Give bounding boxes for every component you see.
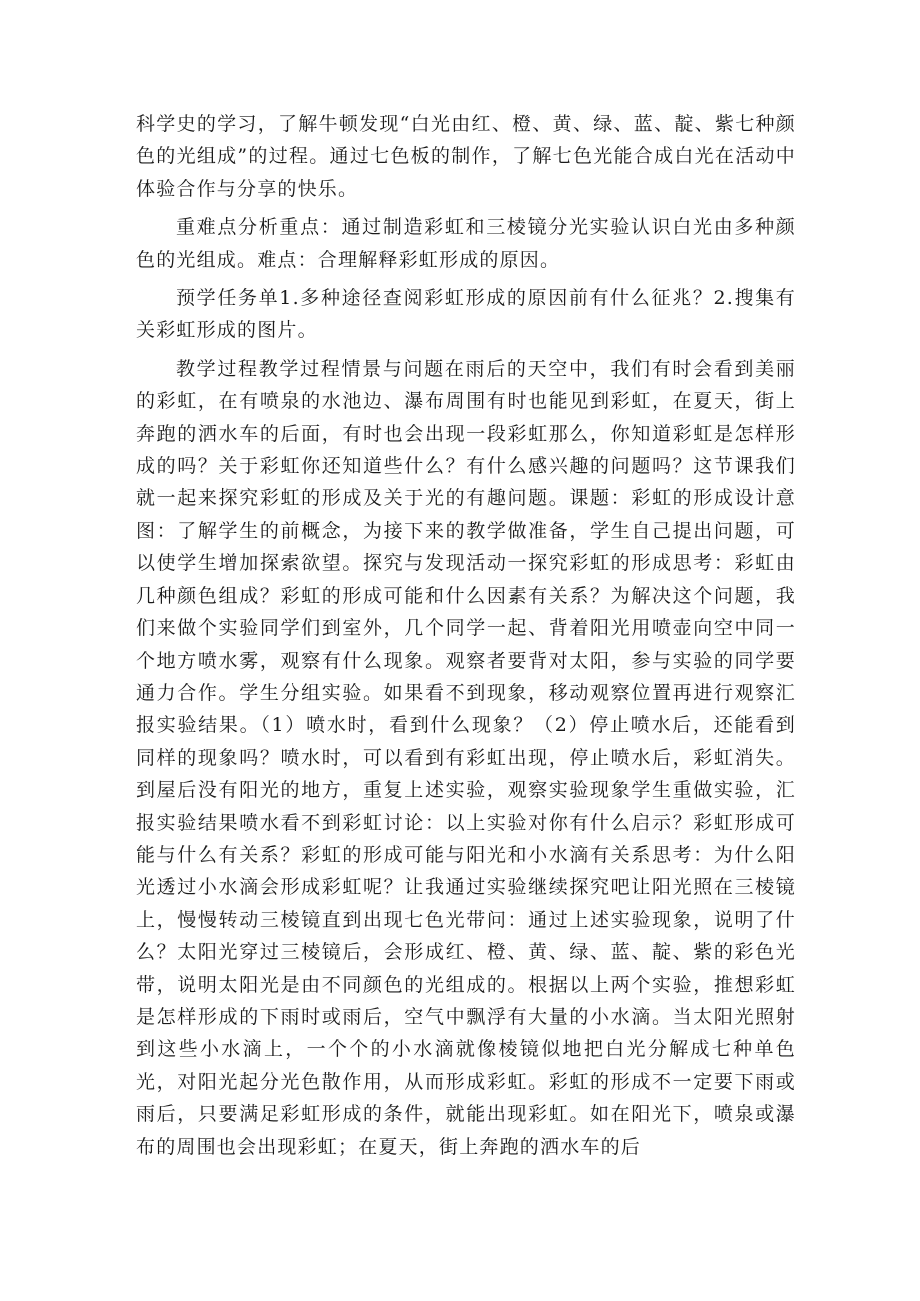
paragraph-preview-tasks: 预学任务单1.多种途径查阅彩虹形成的原因前有什么征兆？2.搜集有关彩虹形成的图片。 xyxy=(136,287,796,342)
document-body xyxy=(136,108,796,1169)
paragraph-teaching-process: 教学过程教学过程情景与问题在雨后的天空中，我们有时会看到美丽的彩虹，在有喷泉的水池边、瀑布周围有时也能见到彩虹，在夏天，街上奔跑的洒水车的后面，有时也会出现一段彩虹那么，你知道彩虹是怎样形成的吗？关于彩虹你还知道些什么？有什么感兴趣的问题吗？这节课我们就一起来探究彩虹的形成及关于光的有趣问题。课题：彩虹的形成设计意图：了解学生的前概念，为接下来的教学做准备，学生自己提出问题，可以使学生增加探索欲望。探究与发现活动一探究彩虹的形成思考：彩虹由几种颜色组成？彩虹的形成可能和什么因素有关系？为解决这个问题，我们来做个实验同学们到室外，几个同学一起、背着阳光用喷壶向空中同一个地方喷水雾，观察有什么现象。观察者要背对太阳，参与实验的同学要通力合作。学生分组实验。如果看不到现象，移动观察位置再进行观察汇报实验结果。（1）喷水时，看到什么现象？（2）停止喷水后，还能看到同样的现象吗？喷水时，可以看到有彩虹出现，停止喷水后，彩虹消失。到屋后没有阳光的地方，重复上述实验，观察实验现象学生重做实验，汇报实验结果喷水看不到彩虹讨论：以上实验对你有什么启示？彩虹形成可能与什么有关系？彩虹的形成可能与阳光和小水滴有关系思考：为什么阳光透过小水滴会形成彩虹呢？让我通过实验继续探究吧让阳光照在三棱镜上，慢慢转动三棱镜直到出现七色光带问：通过上述实验现象，说明了什么？太阳光穿过三棱镜后，会形成红、橙、黄、绿、蓝、靛、紫的彩色光带，说明太阳光是由不同颜色的光组成的。根据以上两个实验，推想彩虹是怎样形成的下雨时或雨后，空气中飘浮有大量的小水滴。当太阳光照射到这些小水滴上，一个个的小水滴就像棱镜似地把白光分解成七种单色光，对阳光起分光色散作用，从而形成彩虹。彩虹的形成不一定要下雨或雨后，只要满足彩虹形成的条件，就能出现彩虹。如在阳光下，喷泉或瀑布的周围也会出现彩虹；在夏天，街上奔跑的洒水车的后 xyxy=(136,357,796,1158)
paragraph-key-points: 重难点分析重点：通过制造彩虹和三棱镜分光实验认识白光由多种颜色的光组成。难点：合理解释彩虹形成的原因。 xyxy=(136,216,796,271)
paragraph-objectives-continued: 科学史的学习，了解牛顿发现“白光由红、橙、黄、绿、蓝、靛、紫七种颜色的光组成”的过程。通过七色板的制作，了解七色光能合成白光在活动中体验合作与分享的快乐。 xyxy=(136,113,796,200)
